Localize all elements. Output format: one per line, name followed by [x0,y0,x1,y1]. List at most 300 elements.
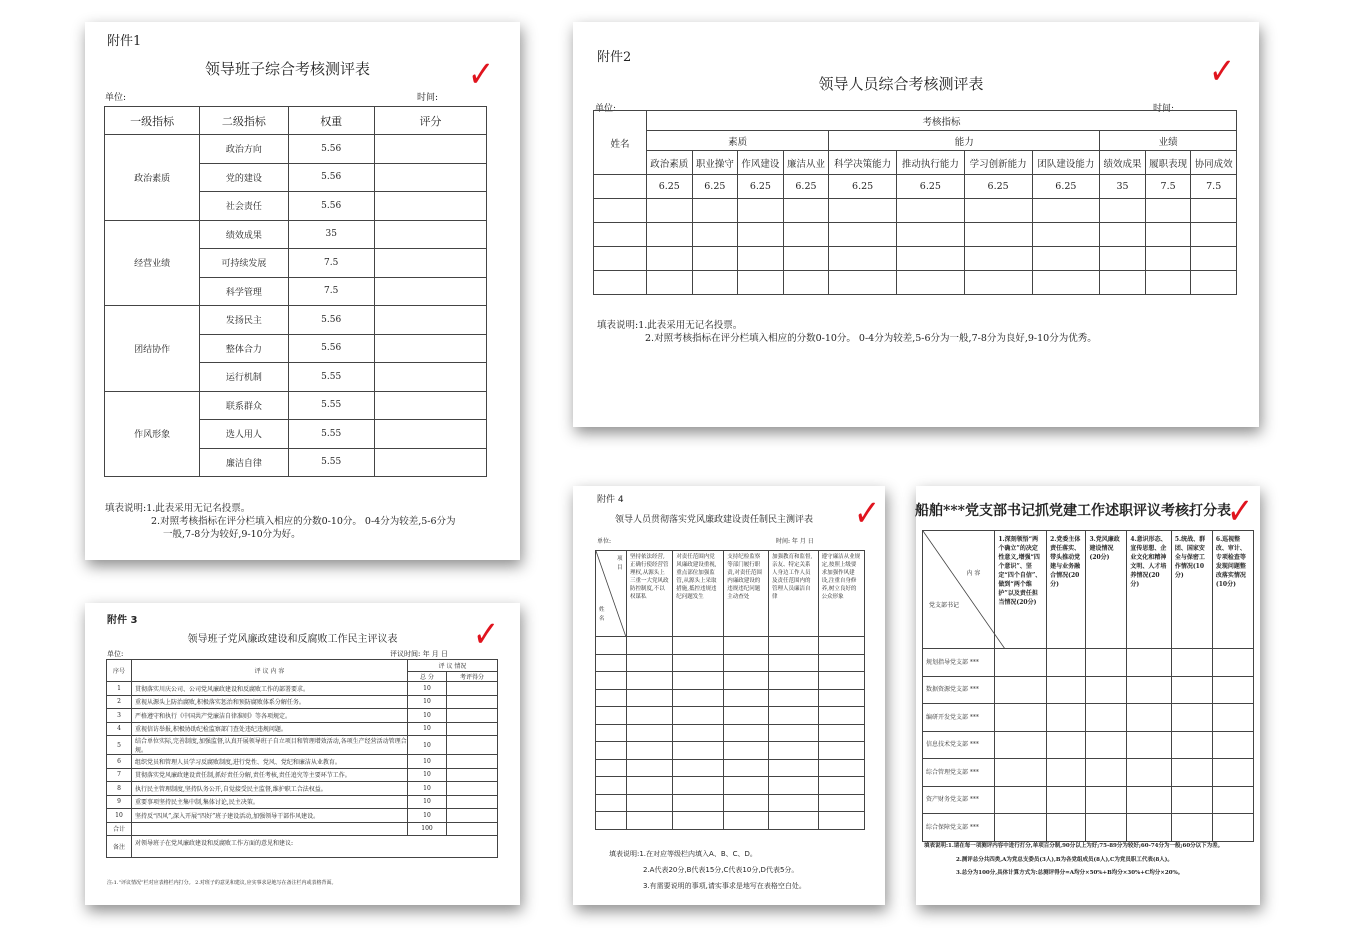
row-total: 10 [408,736,447,755]
grade-cell[interactable] [673,689,724,707]
grade-cell[interactable] [818,654,864,672]
score-cell[interactable] [374,220,486,249]
secondary-indicator: 可持续发展 [200,249,288,278]
score-cell[interactable] [995,704,1047,732]
table-row [923,786,1254,814]
score-cell[interactable] [594,223,647,247]
score-cell[interactable] [447,822,498,835]
weight-cell: 5.55 [288,448,374,477]
row-content: 严格遵守和执行《中国共产党廉洁自律准则》等各项规定。 [132,709,408,723]
weight-cell: 6.25 [964,175,1032,199]
score-cell[interactable] [1191,247,1237,271]
grade-cell[interactable] [818,759,864,777]
score-cell[interactable] [447,755,498,769]
checkmark-icon: ✓ [466,50,495,98]
score-cell[interactable] [829,199,897,223]
score-cell[interactable] [1032,271,1100,295]
grade-cell[interactable] [768,724,818,742]
column-header: 二级指标 [200,107,288,135]
note-line: 2.测评总分共四类,A为党总支委员(3人),B为各党组成员(8人),C为党员职工代表(8人)。 [956,857,1173,863]
grade-cell[interactable] [768,742,818,760]
note-line: 填表说明:1.请在每一项测评内容中进行打分,单项百分制,90分以上为好;75-89分为较好;60-74分为一般;60分以下为差。 [924,843,1224,849]
fill-note-2: 2.对照考核指标在评分栏填入相应的分数0-10分。 0-4分为较差,5-6分为一般,7-8分为良好,9-10分为优秀。 [645,333,1097,344]
score-cell[interactable] [374,420,486,449]
unit-label: 单位: [597,538,612,545]
sub-header-row [594,151,1237,175]
score-cell[interactable] [1212,676,1253,704]
sub-indicator-header: 学习创新能力 [964,151,1032,175]
score-cell[interactable] [1171,676,1212,704]
table-row [105,220,487,249]
score-cell[interactable] [594,247,647,271]
time-label: 时间: [1153,104,1175,114]
score-cell[interactable] [692,199,738,223]
criterion-header: 3.党风廉政建设情况(20分) [1086,531,1127,649]
score-cell[interactable] [374,306,486,335]
footnote: 注:1.“评议情况”栏对应表格栏内打分。 2.对班子的意见和建议,应实事求是地写在备注栏内或表格背面。 [107,880,337,886]
score-cell[interactable] [1171,731,1212,759]
grade-cell[interactable] [596,689,627,707]
score-cell[interactable] [964,271,1032,295]
score-cell[interactable] [1047,814,1086,842]
score-cell[interactable] [1171,786,1212,814]
score-cell[interactable] [447,722,498,736]
score-cell[interactable] [738,271,784,295]
sheet-title: 领导人员贯彻落实党风廉政建设责任制民主测评表 [614,515,813,525]
grade-cell[interactable] [673,724,724,742]
grade-cell[interactable] [627,672,673,690]
score-cell[interactable] [1127,731,1171,759]
score-cell[interactable] [1145,271,1191,295]
content-label: 内 容 [966,570,981,577]
score-cell[interactable] [1086,759,1127,787]
note-line: 填表说明:1.在对应等级栏内填入A、B、C、D。 [609,850,757,858]
grade-cell[interactable] [768,759,818,777]
weight-cell: 5.56 [288,163,374,192]
note-line: 2.A代表20分,B代表15分,C代表10分,D代表5分。 [643,866,799,874]
primary-indicator: 经营业绩 [105,220,200,306]
row-content: 重要事项坚持民主集中制,集体讨论,民主决策。 [132,795,408,809]
score-cell[interactable] [374,334,486,363]
weight-cell: 7.5 [288,277,374,306]
score-cell[interactable] [1127,676,1171,704]
score-cell[interactable] [374,277,486,306]
table-row [596,724,865,742]
secondary-indicator: 运行机制 [200,363,288,392]
score-cell[interactable] [374,391,486,420]
score-cell[interactable] [738,223,784,247]
grade-cell[interactable] [818,812,864,830]
score-cell[interactable] [1212,731,1253,759]
grade-cell[interactable] [768,707,818,725]
grade-cell[interactable] [596,794,627,812]
weight-cell: 7.5 [1191,175,1237,199]
table-row [596,742,865,760]
score-cell[interactable] [1086,649,1127,677]
category-header: 能力 [829,131,1100,151]
weight-cell: 6.25 [829,175,897,199]
secondary-indicator: 社会责任 [200,192,288,221]
branch-name: 综合管理党支部 *** [923,759,995,787]
grade-cell[interactable] [768,672,818,690]
grade-cell[interactable] [627,812,673,830]
criterion-header: 加强教育和监督,亲友、特定关系人身边工作人员及责任范围内的管理人员廉洁自律 [768,551,818,637]
grade-cell[interactable] [596,812,627,830]
score-cell[interactable] [647,271,693,295]
branch-name: 资产财务党支部 *** [923,786,995,814]
grade-cell[interactable] [596,637,627,655]
grade-cell[interactable] [768,812,818,830]
score-cell[interactable] [447,682,498,696]
score-cell[interactable] [995,814,1047,842]
sub-indicator-header: 协同成效 [1191,151,1237,175]
score-cell[interactable] [1127,814,1171,842]
grade-cell[interactable] [627,637,673,655]
secondary-indicator: 科学管理 [200,277,288,306]
sheet-title: 领导班子综合考核测评表 [204,60,370,78]
grade-cell[interactable] [724,759,769,777]
score-cell[interactable] [1145,223,1191,247]
score-cell[interactable] [995,649,1047,677]
corner-header [596,551,627,637]
header-row [594,111,1237,131]
score-cell[interactable] [1100,271,1146,295]
grade-cell[interactable] [724,724,769,742]
leadership-eval-table [104,106,487,477]
grade-cell[interactable] [818,777,864,795]
score-cell[interactable] [897,223,965,247]
score-cell[interactable] [995,731,1047,759]
grade-cell[interactable] [768,794,818,812]
score-cell[interactable] [1086,704,1127,732]
grade-cell[interactable] [724,637,769,655]
score-cell[interactable] [1171,649,1212,677]
row-content: 结合单位实际,完善制度,加强监督,认真开展领导班子自立项目和管理增效活动,各项生产经营活动管理合规。 [132,736,408,755]
grade-cell[interactable] [724,654,769,672]
grade-cell[interactable] [596,707,627,725]
branch-name: 规划指导党支部 *** [923,649,995,677]
total-row [107,822,498,835]
checkmark-icon: ✓ [1207,47,1236,95]
score-cell[interactable] [1191,199,1237,223]
grade-cell[interactable] [627,707,673,725]
grade-cell[interactable] [818,794,864,812]
score-cell[interactable] [594,271,647,295]
branch-score-table [922,530,1254,842]
weight-cell: 6.25 [647,175,693,199]
grade-cell[interactable] [673,654,724,672]
criterion-header: 支持纪检监察等部门履行职责,对责任范围内廉政建设的违规违纪问题主动查处 [724,551,769,637]
score-cell[interactable] [447,709,498,723]
criterion-header: 4.意识形态、宣传思想、企业文化和精神文明、人才培养情况(20分) [1127,531,1171,649]
grade-cell[interactable] [724,689,769,707]
grade-cell[interactable] [627,724,673,742]
table-row [594,247,1237,271]
header-row [105,107,487,135]
unit-label: 单位: [105,93,127,103]
score-cell[interactable] [964,199,1032,223]
score-cell[interactable] [1032,199,1100,223]
score-cell[interactable] [647,247,693,271]
score-cell[interactable] [897,271,965,295]
party-branch-sheet [916,486,1260,905]
score-cell[interactable] [1212,759,1253,787]
score-cell[interactable] [1086,786,1127,814]
grade-cell[interactable] [768,777,818,795]
table-row [923,649,1254,677]
score-cell[interactable] [1127,759,1171,787]
sub-indicator-header: 作风建设 [738,151,784,175]
score-cell[interactable] [1032,247,1100,271]
table-row [596,759,865,777]
score-cell[interactable] [783,271,829,295]
weight-cell: 5.56 [288,192,374,221]
score-cell[interactable] [1191,271,1237,295]
note-line: 3.有需要说明的事项,请实事求是地写在表格空白处。 [643,882,806,890]
secondary-indicator: 发扬民主 [200,306,288,335]
score-cell[interactable] [374,135,486,164]
score-cell[interactable] [1191,223,1237,247]
blank-cell [132,822,408,835]
score-cell[interactable] [1171,814,1212,842]
weight-cell: 5.55 [288,391,374,420]
attachment-4-sheet [573,486,885,905]
fill-note-3: 一般,7-8分为较好,9-10分为好。 [163,529,301,540]
score-cell[interactable] [1171,759,1212,787]
secondary-indicator: 党的建设 [200,163,288,192]
sub-indicator-header: 团队建设能力 [1032,151,1100,175]
score-cell[interactable] [1212,786,1253,814]
remark-label: 备注 [107,835,132,857]
table-row [923,759,1254,787]
content-header: 评 议 内 容 [132,660,408,682]
grade-cell[interactable] [724,812,769,830]
column-header: 权重 [288,107,374,135]
grade-cell[interactable] [673,759,724,777]
grade-cell[interactable] [596,654,627,672]
score-cell[interactable] [829,271,897,295]
secondary-indicator: 联系群众 [200,391,288,420]
score-cell[interactable] [995,759,1047,787]
unit-label: 单位: [107,650,124,658]
grade-cell[interactable] [724,707,769,725]
grade-cell[interactable] [818,724,864,742]
table-row [923,676,1254,704]
grade-cell[interactable] [673,637,724,655]
score-cell[interactable] [995,786,1047,814]
score-cell[interactable] [783,247,829,271]
grade-cell[interactable] [673,742,724,760]
table-row [107,782,498,796]
score-cell[interactable] [1047,649,1086,677]
score-cell[interactable] [1212,649,1253,677]
score-cell[interactable] [1047,759,1086,787]
score-cell[interactable] [1127,704,1171,732]
score-cell[interactable] [964,247,1032,271]
row-total: 10 [408,809,447,823]
weight-cell: 7.5 [1145,175,1191,199]
attachment-label: 附件 4 [597,495,624,505]
grade-cell[interactable] [673,672,724,690]
grade-cell[interactable] [724,672,769,690]
row-total: 10 [408,795,447,809]
total-header: 总 分 [408,672,447,682]
primary-indicator: 团结协作 [105,306,200,392]
sub-indicator-header: 职业操守 [692,151,738,175]
weight-cell: 5.56 [288,334,374,363]
grade-cell[interactable] [724,742,769,760]
grade-cell[interactable] [724,777,769,795]
sheet-title: 领导人员综合考核测评表 [818,75,984,93]
score-cell[interactable] [738,199,784,223]
row-number: 7 [107,768,132,782]
score-cell[interactable] [897,247,965,271]
grade-cell[interactable] [724,794,769,812]
sheet-title: 船舶***党支部书记抓党建工作述职评议考核打分表 [915,503,1231,519]
score-cell[interactable] [1086,814,1127,842]
score-cell[interactable] [829,247,897,271]
score-cell[interactable] [1047,786,1086,814]
score-cell[interactable] [1100,223,1146,247]
grade-cell[interactable] [818,707,864,725]
score-cell[interactable] [594,199,647,223]
weight-cell: 6.25 [692,175,738,199]
score-cell[interactable] [897,199,965,223]
table-row [105,306,487,335]
criterion-header: 2.党委主体责任落实、带头推动党建与业务融合情况(20分) [1047,531,1086,649]
grade-cell[interactable] [818,672,864,690]
score-cell[interactable] [995,676,1047,704]
score-cell[interactable] [692,223,738,247]
score-cell[interactable] [1171,704,1212,732]
row-number: 8 [107,782,132,796]
score-cell[interactable] [447,695,498,709]
row-total: 10 [408,782,447,796]
fill-note-1: 填表说明:1.此表采用无记名投票。 [105,503,251,514]
unit-label: 单位: [595,104,617,114]
score-cell[interactable] [1047,676,1086,704]
grade-cell[interactable] [768,689,818,707]
weight-row [594,175,1237,199]
secondary-indicator: 政治方向 [200,135,288,164]
row-total: 10 [408,768,447,782]
score-cell[interactable] [783,199,829,223]
grade-cell[interactable] [627,654,673,672]
checkmark-icon: ✓ [1225,487,1254,535]
grade-cell[interactable] [627,759,673,777]
grade-cell[interactable] [673,707,724,725]
score-cell[interactable] [692,247,738,271]
grade-cell[interactable] [768,654,818,672]
grade-cell[interactable] [818,689,864,707]
branch-name: 数据资源党支部 *** [923,676,995,704]
column-header: 一级指标 [105,107,200,135]
table-row [596,654,865,672]
score-cell[interactable] [1212,704,1253,732]
grade-cell[interactable] [673,812,724,830]
score-cell[interactable] [783,223,829,247]
score-cell[interactable] [447,782,498,796]
score-cell[interactable] [1100,247,1146,271]
score-cell[interactable] [1100,199,1146,223]
secretary-label: 党支部书记 [929,602,960,609]
score-cell[interactable] [1145,247,1191,271]
score-cell[interactable] [374,249,486,278]
grade-cell[interactable] [596,777,627,795]
corner-header [923,531,995,649]
row-total: 10 [408,755,447,769]
integrity-eval-table [106,659,498,858]
score-cell[interactable] [738,247,784,271]
table-row [107,755,498,769]
score-cell[interactable] [1047,731,1086,759]
table-row [594,199,1237,223]
attachment-label: 附件2 [597,50,632,65]
row-content: 重视从源头上防治腐败,积极落实惩治和预防腐败体系分解任务。 [132,695,408,709]
grade-cell[interactable] [818,637,864,655]
score-cell[interactable] [374,448,486,477]
grade-cell[interactable] [673,777,724,795]
attachment-label: 附件1 [107,34,142,49]
score-cell[interactable] [829,223,897,247]
index-header: 考核指标 [647,111,1237,131]
branch-name: 编研开发党支部 *** [923,704,995,732]
blank-cell [594,175,647,199]
row-number: 3 [107,709,132,723]
score-cell[interactable] [447,736,498,755]
table-row [596,777,865,795]
category-row [594,131,1237,151]
weight-cell: 35 [1100,175,1146,199]
score-cell[interactable] [692,271,738,295]
score-cell[interactable] [964,223,1032,247]
grade-cell[interactable] [627,689,673,707]
row-number: 9 [107,795,132,809]
row-content: 执行民主管理制度,坚持队务公开,自觉接受民主监督,维护职工合法权益。 [132,782,408,796]
grade-cell[interactable] [673,794,724,812]
score-cell[interactable] [374,163,486,192]
score-cell[interactable] [647,199,693,223]
grade-cell[interactable] [596,724,627,742]
score-cell[interactable] [1032,223,1100,247]
score-cell[interactable] [1086,731,1127,759]
score-cell[interactable] [1086,676,1127,704]
grade-cell[interactable] [596,759,627,777]
score-cell[interactable] [374,363,486,392]
score-cell[interactable] [1127,649,1171,677]
score-cell[interactable] [447,768,498,782]
score-cell[interactable] [447,795,498,809]
grade-cell[interactable] [596,672,627,690]
score-cell[interactable] [374,192,486,221]
grade-cell[interactable] [627,777,673,795]
grade-cell[interactable] [818,742,864,760]
sub-indicator-header: 履职表现 [1145,151,1191,175]
score-cell[interactable] [1212,814,1253,842]
grade-cell[interactable] [596,742,627,760]
grade-cell[interactable] [627,742,673,760]
score-cell[interactable] [1145,199,1191,223]
sub-indicator-header: 科学决策能力 [829,151,897,175]
grade-cell[interactable] [768,637,818,655]
branch-name: 综合保障党支部 *** [923,814,995,842]
score-cell[interactable] [1047,704,1086,732]
score-cell[interactable] [647,223,693,247]
score-cell[interactable] [447,809,498,823]
grade-cell[interactable] [627,794,673,812]
total-label: 合计 [107,822,132,835]
score-cell[interactable] [1127,786,1171,814]
